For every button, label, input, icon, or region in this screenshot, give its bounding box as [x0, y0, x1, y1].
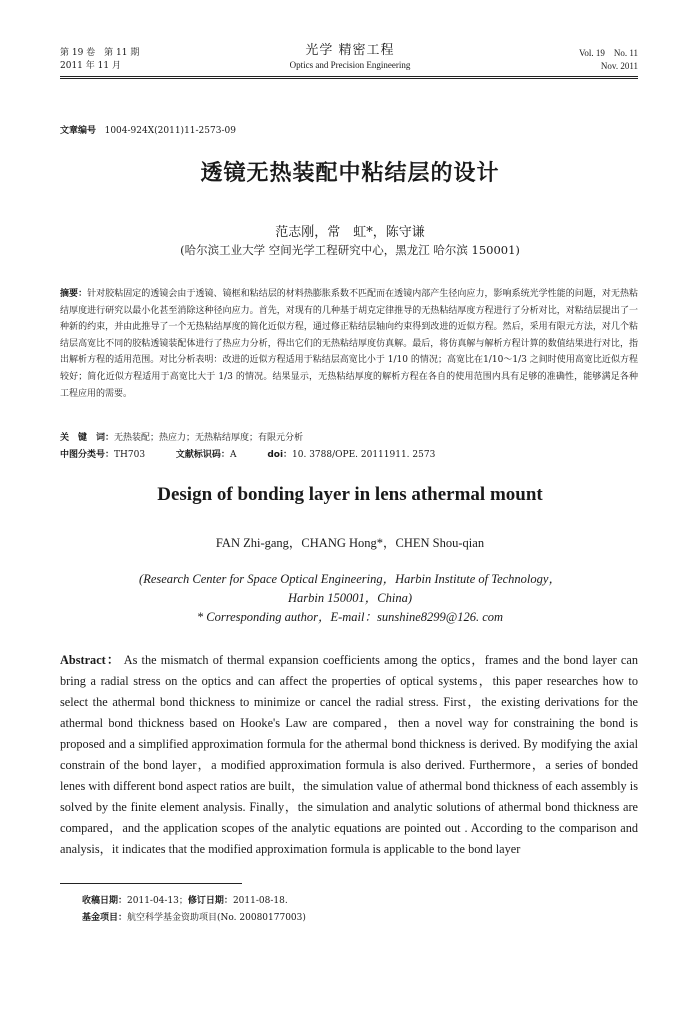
- doi-value: 10. 3788/OPE. 20111911. 2573: [292, 450, 436, 460]
- journal-title-en: Optics and Precision Engineering: [289, 60, 411, 70]
- affiliation-cn: (哈尔滨工业大学 空间光学工程研究中心，黑龙江 哈尔滨 150001): [180, 243, 520, 257]
- title-en: Design of bonding layer in lens athermal mount: [157, 484, 543, 505]
- revised-value: 2011-08-18.: [232, 896, 288, 906]
- corresponding-author: * Corresponding author，E-mail：sunshine8299@126. com: [196, 610, 504, 624]
- header-volume-en: [579, 47, 638, 73]
- received-label: 收稿日期：: [82, 896, 128, 906]
- authors-cn: 范志刚，常 虹*，陈守谦: [275, 225, 425, 240]
- header-rule: [60, 76, 638, 77]
- authors-en: FAN Zhi-gang，CHANG Hong*，CHEN Shou-qian: [215, 536, 485, 550]
- clc-label: 中图分类号：: [60, 450, 115, 460]
- doi: [267, 450, 449, 460]
- keywords-cn-text: 无热装配；热应力；无热粘结厚度；有限元分析: [114, 433, 304, 443]
- received-value: 2011-04-13；: [127, 896, 188, 906]
- article-number-label: 文章编号: [60, 126, 97, 136]
- article-number-value: 1004-924X(2011)11-2573-09: [104, 126, 236, 136]
- revised-label: 修订日期：: [187, 896, 233, 906]
- doc-code: [176, 450, 251, 460]
- header-volume-en-text: Vol. 19 No. 11: [578, 48, 638, 58]
- classification-line: [60, 447, 463, 460]
- keywords-cn: [60, 430, 303, 443]
- title-cn: 透镜无热装配中粘结层的设计: [200, 161, 500, 186]
- affiliation-en: [0, 570, 700, 627]
- keywords-cn-label: 关 键 词：: [60, 433, 115, 443]
- doi-label: doi：: [267, 450, 293, 460]
- abstract-en: [60, 650, 638, 860]
- abstract-cn: [60, 286, 638, 402]
- affiliation-en-line2: Harbin 150001，China): [288, 591, 412, 605]
- header-volume-cn-text: 第 19 卷 第 11 期: [60, 48, 140, 58]
- header-rule-thin: [60, 78, 638, 79]
- abstract-cn-text: 针对胶粘固定的透镜会由于透镜、镜框和粘结层的材料热膨胀系数不匹配而在透镜内部产生径向应力，影响系统光学性能的问题，对无热粘结厚度进行研究以最小化甚至消除这种径向应力。首先，对现有的几种基于胡克定律推导的无热粘结厚度方程进行了分析对比，对粘结层提出了一种新的约束，并由此推导了一个无热粘结厚度的简化近似方程，通过修正粘结层轴向约束得到改进的近似方程。然后，采用有限元方法，对几个粘结层高宽比不同的胶粘透镜装配体进行了热应力分析，得出它们的无热粘结厚度仿真解。最后，将仿真解与解析方程计算的数值结果进行对比，指出解析方程的适用范围。对比分析表明：改进的近似方程适用于粘结层高宽比小于 1/10 的情况；高宽比在1/10～1/3 之间时使用高宽比近似方程较好；简化近似方程适用于高宽比大于 1/3 的情况。结果显示，无热粘结厚度的解析方程在各自的使用范围内具有足够的准确性，能够满足各种工程应用的需要。: [60, 289, 638, 399]
- abstract-cn-label: 摘要：: [60, 289, 88, 299]
- footnote-rule: [60, 883, 242, 884]
- abstract-en-label: Abstract：: [60, 653, 121, 667]
- abstract-en-text: As the mismatch of thermal expansion coefficients among the optics，frames and the bond layer can bring a radial stress on the optics and can affect the properties of optical systems，this paper researches how to select the athermal bond thickness to minimize or cancel the radial stress. First，the existing derivations for the athermal bond thickness based on Hooke's Law are compared，then a novel way for constraining the bond is proposed and a simplified approximation formula for the athermal bond thickness is derived. By modifying the axial constrain of the bond layer，a modified approximation formula is also derived. Furthermore，a series of bonded lenes with different bond aspect ratios are built，the simulation value of athermal bond thickness of each assembly is solved by the finite element analysis. Finally，the simulation and analytic solutions of athermal bond thickness are compared，and the application scopes of the analytic equations are pointed out . According to the comparison and analysis，it indicates that the modified approximation formula is applicable to the bond layer: [60, 653, 638, 856]
- footnote-dates: [82, 893, 288, 906]
- footnote-fund: [82, 910, 306, 923]
- header-date-cn: 2011 年 11 月: [60, 61, 121, 71]
- fund-label: 基金项目：: [82, 913, 128, 923]
- article-number: [60, 123, 236, 136]
- fund-value: 航空科学基金资助项目(No. 20080177003): [127, 913, 306, 923]
- clc: [60, 450, 159, 460]
- affiliation-en-line1: (Research Center for Space Optical Engineering，Harbin Institute of Technology，: [139, 572, 561, 586]
- header-date-en: Nov. 2011: [600, 61, 638, 71]
- clc-value: TH703: [114, 450, 146, 460]
- journal-title-cn: 光学 精密工程: [305, 43, 395, 58]
- doc-code-value: A: [229, 450, 237, 460]
- doc-code-label: 文献标识码：: [175, 450, 230, 460]
